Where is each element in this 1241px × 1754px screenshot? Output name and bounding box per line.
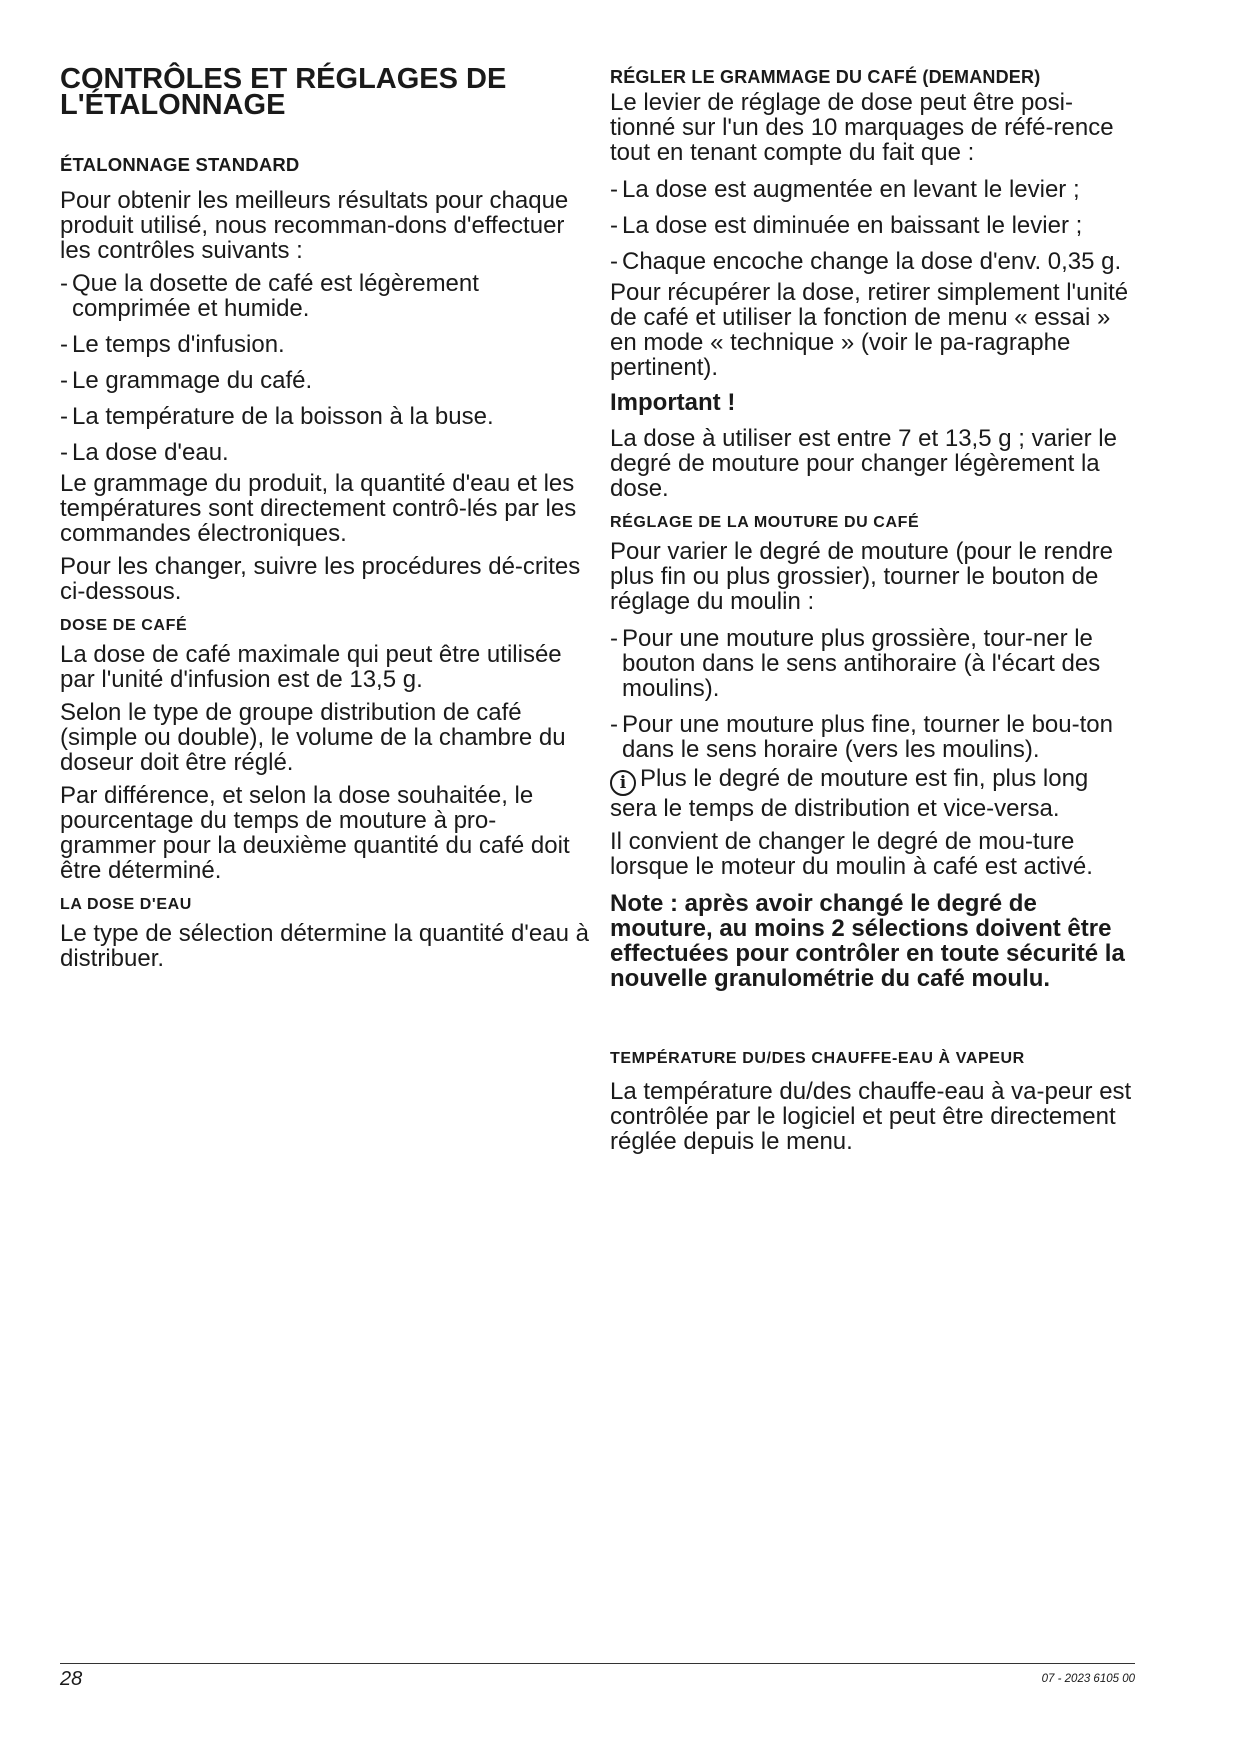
page-title — [60, 63, 590, 121]
list-item: - La dose est diminuée en baissant le levier ; — [610, 212, 1083, 239]
list-item-text: La dose est augmentée en levant le levier ; — [622, 176, 1080, 203]
note-paragraph: Note : après avoir changé le degré de mouture, au moins 2 sélections doivent être effectuées pour contrôler en toute sécurité la nouvelle granulométrie du café moulu. — [610, 890, 1125, 992]
list-item: - Pour une mouture plus fine, tourner le bou-ton dans le sens horaire (vers les moulins). — [610, 712, 1135, 762]
paragraph: La dose à utiliser est entre 7 et 13,5 g ; varier le degré de mouture pour changer légèrement la dose. — [610, 425, 1117, 502]
info-icon: i — [610, 770, 636, 796]
section-heading-grammage: RÉGLER LE GRAMMAGE DU CAFÉ (DEMANDER) — [610, 67, 1041, 87]
list-item: - Pour une mouture plus grossière, tour-ner le bouton dans le sens antihoraire (à l'écart des moulins). — [610, 626, 1135, 701]
paragraph: Selon le type de groupe distribution de café (simple ou double), le volume de la chambre du doseur doit être réglé. — [60, 699, 566, 776]
list-item-text: La dose d'eau. — [72, 439, 229, 466]
paragraph: Le type de sélection détermine la quantité d'eau à distribuer. — [60, 920, 589, 972]
paragraph: Il convient de changer le degré de mou-ture lorsque le moteur du moulin à café est activé. — [610, 828, 1093, 880]
important-label: Important ! — [610, 389, 736, 416]
list-item-text: Pour une mouture plus fine, tourner le bou-ton dans le sens horaire (vers les moulins). — [622, 711, 1113, 763]
paragraph: Par différence, et selon la dose souhaitée, le pourcentage du temps de mouture à pro-grammer pour la deuxième quantité du café doit être déterminé. — [60, 782, 570, 884]
paragraph: Pour les changer, suivre les procédures dé-crites ci-dessous. — [60, 553, 581, 605]
left-column — [60, 63, 590, 979]
paragraph: Le levier de réglage de dose peut être posi-tionné sur l'un des 10 marquages de réfé-rence tout en tenant compte du fait que : — [610, 89, 1114, 166]
list-item-text: Pour une mouture plus grossière, tour-ner le bouton dans le sens antihoraire (à l'écart des moulins). — [622, 625, 1101, 702]
list-item: - La température de la boisson à la buse. — [60, 403, 494, 430]
list-item-text: Que la dosette de café est légèrement comprimée et humide. — [72, 270, 479, 322]
paragraph: La température du/des chauffe-eau à va-peur est contrôlée par le logiciel et peut être directement réglée depuis le menu. — [610, 1078, 1132, 1155]
document-code: 07 - 2023 6105 00 — [1041, 1673, 1135, 1685]
list-item: - La dose d'eau. — [60, 439, 229, 466]
list-item: - Le grammage du café. — [60, 367, 313, 394]
list-item-text: Chaque encoche change la dose d'env. 0,35 g. — [622, 248, 1122, 275]
list-item-text: Le temps d'infusion. — [72, 331, 285, 358]
list-item-text: Le grammage du café. — [72, 367, 313, 394]
page-title-line-2: L'ÉTALONNAGE — [60, 89, 286, 121]
page-number: 28 — [60, 1668, 83, 1690]
paragraph: La dose de café maximale qui peut être utilisée par l'unité d'infusion est de 13,5 g. — [60, 641, 562, 693]
info-note — [610, 766, 1135, 821]
section-heading-temperature: TEMPÉRATURE DU/DES CHAUFFE-EAU À VAPEUR — [610, 1050, 1025, 1067]
list-item-text: La dose est diminuée en baissant le levier ; — [622, 212, 1083, 239]
paragraph: Pour varier le degré de mouture (pour le rendre plus fin ou plus grossier), tourner le bouton de réglage du moulin : — [610, 538, 1113, 615]
paragraph: Pour obtenir les meilleurs résultats pour chaque produit utilisé, nous recomman-dons d'effectuer les contrôles suivants : — [60, 187, 569, 264]
paragraph: Le grammage du produit, la quantité d'eau et les températures sont directement contrô-lés par les commandes électroniques. — [60, 470, 577, 547]
list-item: - Que la dosette de café est légèrement comprimée et humide. — [60, 271, 590, 321]
page-title-line-1: CONTRÔLES ET RÉGLAGES DE — [60, 63, 507, 95]
right-column — [610, 66, 1135, 1162]
section-heading-etalonnage-standard: ÉTALONNAGE STANDARD — [60, 154, 300, 175]
footer-divider — [60, 1663, 1135, 1664]
paragraph: Pour récupérer la dose, retirer simplement l'unité de café et utiliser la fonction de menu « essai » en mode « technique » (voir le pa-ragraphe pertinent). — [610, 279, 1129, 381]
list-item: - Le temps d'infusion. — [60, 331, 285, 358]
list-item: - La dose est augmentée en levant le levier ; — [610, 176, 1080, 203]
info-note-text: Plus le degré de mouture est fin, plus long sera le temps de distribution et vice-versa. — [610, 765, 1089, 822]
section-heading-dose-eau: LA DOSE D'EAU — [60, 896, 192, 913]
section-heading-dose-de-cafe: DOSE DE CAFÉ — [60, 617, 188, 634]
list-item-text: La température de la boisson à la buse. — [72, 403, 494, 430]
list-item: - Chaque encoche change la dose d'env. 0,35 g. — [610, 248, 1122, 275]
section-heading-mouture: RÉGLAGE DE LA MOUTURE DU CAFÉ — [610, 514, 920, 531]
